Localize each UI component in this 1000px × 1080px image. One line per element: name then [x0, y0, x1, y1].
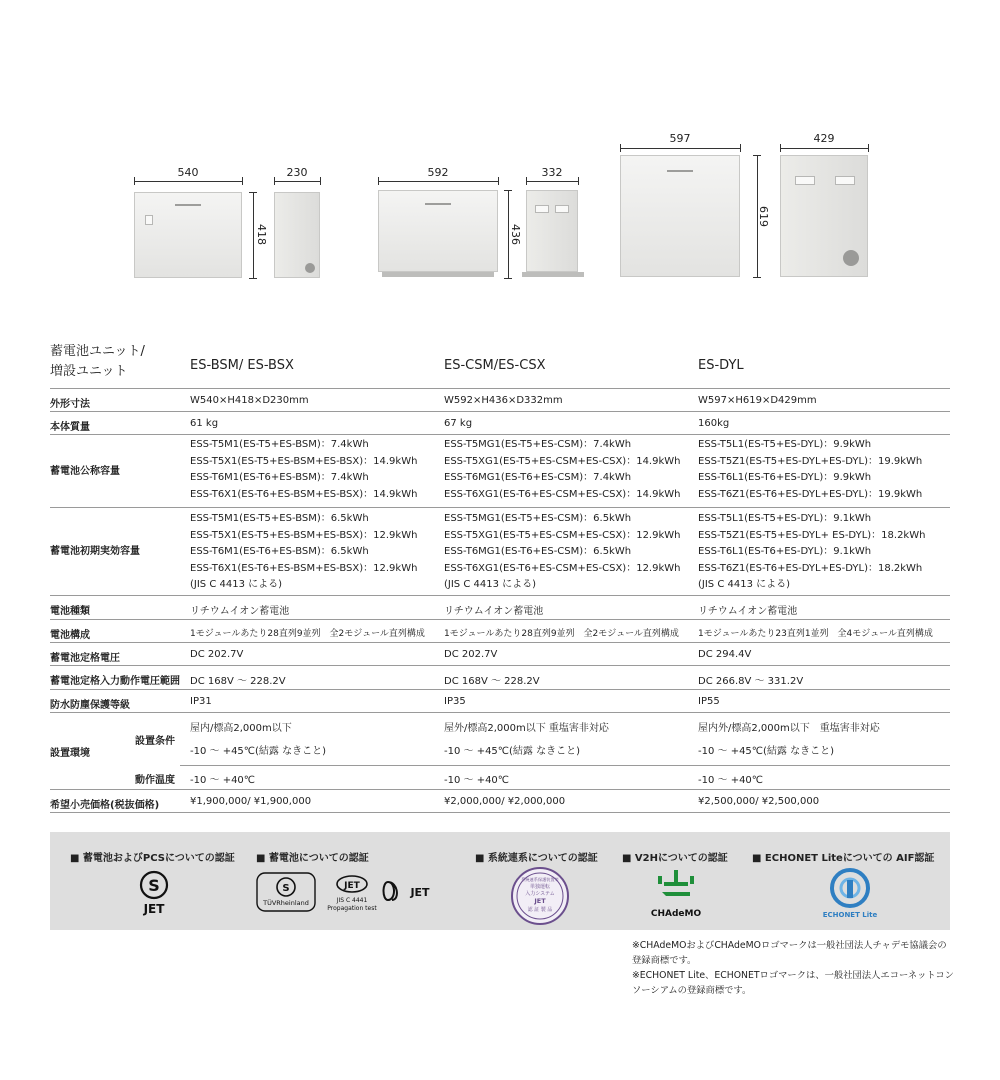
- csm-side-base: [522, 272, 584, 277]
- dim-tick: [868, 144, 869, 152]
- spec-row-capacity: [50, 435, 950, 508]
- seal-line3: 入力システム: [525, 891, 555, 897]
- row-label: 希望小売価格(税抜価格): [50, 800, 160, 811]
- cert-heading-battery: ■ 蓄電池についての認証: [256, 853, 369, 864]
- cell: ESS-T6X1(ES-T6+ES-BSM+ES-BSX)：12.9kWh: [190, 562, 418, 574]
- cell: DC 168V ～ 228.2V: [190, 676, 286, 687]
- cell: DC 202.7V: [444, 649, 498, 660]
- sub-label-condition: 設置条件: [135, 736, 175, 747]
- dim-tick: [740, 144, 741, 152]
- cell: リチウムイオン蓄電池: [444, 606, 544, 617]
- cell: ESS-T6MG1(ES-T6+ES-CSM)：6.5kWh: [444, 546, 632, 557]
- cell: ESS-T5X1(ES-T5+ES-BSM+ES-BSX)：12.9kWh: [190, 529, 418, 541]
- dim-tick: [753, 155, 761, 156]
- bsm-width-label: 540: [177, 166, 199, 179]
- csm-front-unit: [378, 190, 498, 272]
- dim-tick: [526, 177, 527, 185]
- dim-tick: [780, 144, 781, 152]
- cell: ¥2,500,000/ ¥2,500,000: [698, 796, 820, 807]
- sub-label-temperature: 動作温度: [135, 775, 175, 786]
- tuv-icon: [256, 872, 316, 912]
- cell-group: [190, 437, 417, 503]
- dim-tick: [504, 278, 512, 279]
- bsm-depth-line: [274, 181, 320, 182]
- cell: 1モジュールあたり28直列9並列 全2モジュール直列構成: [190, 629, 425, 639]
- note-chademo: ※CHAdeMOおよびCHAdeMOロゴマークは一般社団法人チャデモ協議会の登録商標です。: [632, 940, 947, 966]
- cell: -10 ～ +45℃(結露 なきこと): [698, 746, 835, 757]
- cell: IP35: [444, 696, 466, 707]
- cell: ESS-T6MG1(ES-T6+ES-CSM)：7.4kWh: [444, 472, 632, 483]
- cell: リチウムイオン蓄電池: [698, 606, 798, 617]
- cell: ESS-T6L1(ES-T6+ES-DYL)：9.9kWh: [698, 472, 872, 483]
- svg-text:S: S: [282, 883, 290, 894]
- header-label: [50, 342, 145, 382]
- cell: -10 ～ +40℃: [444, 775, 510, 786]
- dim-tick: [320, 177, 321, 185]
- cell: (JIS C 4413 による): [444, 579, 537, 590]
- cell: (JIS C 4413 による): [698, 579, 791, 590]
- spec-row-voltage: [50, 643, 950, 666]
- echonet-icon: [820, 868, 880, 920]
- s-mark-icon: [132, 870, 176, 916]
- row-label: 電池構成: [50, 630, 90, 641]
- seal-line1: 系統連系保護装置等: [521, 877, 559, 882]
- cell: -10 ～ +40℃: [698, 775, 764, 786]
- sub-divider: [180, 765, 950, 766]
- header-label-line1: 蓄電池ユニット/: [50, 344, 145, 359]
- cell-group: [444, 437, 681, 503]
- seal-line2: 単独運転: [529, 884, 551, 890]
- cell: -10 ～ +45℃(結露 なきこと): [190, 746, 327, 757]
- cell: ESS-T6XG1(ES-T6+ES-CSM+ES-CSX)：14.9kWh: [444, 488, 681, 500]
- row-label: 外形寸法: [50, 399, 90, 410]
- brand-mark: [425, 203, 451, 205]
- cell: DC 266.8V ～ 331.2V: [698, 676, 804, 687]
- seal-line5: 認 証 製 品: [527, 907, 553, 913]
- cell: リチウムイオン蓄電池: [190, 606, 290, 617]
- cell: ¥2,000,000/ ¥2,000,000: [444, 796, 566, 807]
- brand-mark: [175, 204, 201, 206]
- row-label: 電池種類: [50, 606, 90, 617]
- dyl-front-unit: [620, 155, 740, 277]
- trademark-notes: [632, 938, 954, 998]
- row-label: 防水防塵保護等級: [50, 700, 130, 711]
- dim-tick: [274, 177, 275, 185]
- spec-header-row: [50, 338, 950, 389]
- cell: DC 294.4V: [698, 649, 752, 660]
- jet2-line2-text: Propagation test: [327, 905, 377, 912]
- cell: 160kg: [698, 418, 730, 429]
- cell: ESS-T5M1(ES-T5+ES-BSM)：6.5kWh: [190, 513, 369, 524]
- cert-heading-echonet: ■ ECHONET Liteについての AIF認証: [752, 853, 935, 864]
- bsm-height-line: [253, 192, 254, 278]
- spec-row-size: [50, 389, 950, 412]
- chademo-text: CHAdeMO: [650, 909, 702, 919]
- cell: IP55: [698, 696, 720, 707]
- cell: ESS-T5XG1(ES-T5+ES-CSM+ES-CSX)：14.9kWh: [444, 455, 681, 467]
- seal-line4: JET: [534, 897, 546, 905]
- cell-group: [190, 511, 417, 594]
- row-label: 蓄電池定格入力動作電圧範囲: [50, 676, 180, 687]
- row-label: 蓄電池定格電圧: [50, 653, 120, 664]
- cell: 67 kg: [444, 418, 473, 429]
- cell: 61 kg: [190, 418, 219, 429]
- jet-icon: [320, 874, 384, 914]
- dim-tick: [578, 177, 579, 185]
- csm-depth-label: 332: [541, 166, 563, 179]
- cell: 屋内/標高2,000m以下: [190, 723, 292, 734]
- cell-group: [444, 511, 681, 594]
- cell: ESS-T5XG1(ES-T5+ES-CSM+ES-CSX)：12.9kWh: [444, 529, 681, 541]
- csm-width-line: [378, 181, 498, 182]
- connector-icon: [843, 250, 859, 266]
- cell: DC 202.7V: [190, 649, 244, 660]
- bsm-side-unit: [274, 192, 320, 278]
- cell: -10 ～ +45℃(結露 なきこと): [444, 746, 581, 757]
- spec-row-config: [50, 620, 950, 643]
- cell: ESS-T5X1(ES-T5+ES-BSM+ES-BSX)：14.9kWh: [190, 455, 418, 467]
- jet1-text: JET: [143, 902, 165, 916]
- row-label: 設置環境: [50, 748, 90, 759]
- row-label: 蓄電池初期実効容量: [50, 546, 140, 557]
- dyl-depth-label: 429: [813, 132, 835, 145]
- dyl-side-unit: [780, 155, 868, 277]
- bsm-depth-label: 230: [286, 166, 308, 179]
- row-label: 本体質量: [50, 422, 90, 433]
- csm-base: [382, 272, 494, 277]
- vent-icon: [795, 176, 815, 185]
- spec-table: [50, 338, 950, 813]
- panel-detail: [145, 215, 153, 225]
- cert-heading-grid: ■ 系統連系についての認証: [475, 853, 598, 864]
- vent-icon: [555, 205, 569, 213]
- model-dyl: ES-DYL: [698, 358, 744, 373]
- model-bsm: ES-BSM/ ES-BSX: [190, 358, 294, 373]
- echonet-text: ECHONET Lite: [822, 911, 878, 919]
- brand-mark: [667, 170, 693, 172]
- jet2-top-text: JET: [344, 881, 360, 891]
- bsm-width-line: [134, 181, 242, 182]
- dyl-depth-line: [780, 148, 868, 149]
- cell: ¥1,900,000/ ¥1,900,000: [190, 796, 312, 807]
- cert-heading-pcs: ■ 蓄電池およびPCSについての認証: [70, 853, 235, 864]
- dim-tick: [753, 277, 761, 278]
- dyl-width-label: 597: [669, 132, 691, 145]
- cell: ESS-T5L1(ES-T5+ES-DYL)：9.1kWh: [698, 513, 872, 524]
- connector-icon: [305, 263, 315, 273]
- cell: ESS-T6L1(ES-T6+ES-DYL)：9.1kWh: [698, 546, 872, 557]
- cell-group: [698, 437, 922, 503]
- spec-row-ip: [50, 690, 950, 713]
- dim-tick: [620, 144, 621, 152]
- csm-width-label: 592: [427, 166, 449, 179]
- cell: ESS-T5L1(ES-T5+ES-DYL)：9.9kWh: [698, 439, 872, 450]
- cell: -10 ～ +40℃: [190, 775, 256, 786]
- dyl-height-label: 619: [757, 206, 770, 227]
- csm-depth-line: [526, 181, 578, 182]
- cell: 屋外/標高2,000m以下 重塩害非対応: [444, 723, 609, 734]
- row-label: 蓄電池公称容量: [50, 466, 120, 477]
- cell: 屋内外/標高2,000m以下 重塩害非対応: [698, 723, 880, 734]
- cell: ESS-T6Z1(ES-T6+ES-DYL+ES-DYL)：18.2kWh: [698, 562, 923, 574]
- chademo-icon: [646, 868, 706, 920]
- cell: W597×H619×D429mm: [698, 395, 817, 406]
- cell: ESS-T5Z1(ES-T5+ES-DYL+ES-DYL)：19.9kWh: [698, 455, 923, 467]
- vent-icon: [535, 205, 549, 213]
- cell: ESS-T6M1(ES-T6+ES-BSM)：7.4kWh: [190, 472, 369, 483]
- jet-infinity-icon: [380, 876, 440, 906]
- dim-tick: [249, 192, 257, 193]
- certified-seal-icon: [510, 866, 570, 926]
- cell: 1モジュールあたり23直列1並列 全4モジュール直列構成: [698, 629, 933, 639]
- cell: ESS-T5MG1(ES-T5+ES-CSM)：6.5kWh: [444, 513, 632, 524]
- dim-tick: [498, 177, 499, 185]
- csm-height-label: 436: [509, 224, 522, 245]
- cell: DC 168V ～ 228.2V: [444, 676, 540, 687]
- spec-row-type: [50, 596, 950, 620]
- bsm-front-unit: [134, 192, 242, 278]
- spec-row-initial: [50, 508, 950, 596]
- certification-panel: [50, 832, 950, 930]
- cell-group: [698, 511, 925, 594]
- cell: ESS-T5MG1(ES-T5+ES-CSM)：7.4kWh: [444, 439, 632, 450]
- spec-row-price: [50, 790, 950, 813]
- cert-heading-v2h: ■ V2Hについての認証: [622, 853, 728, 864]
- cell: IP31: [190, 696, 212, 707]
- cell: ESS-T6M1(ES-T6+ES-BSM)：6.5kWh: [190, 546, 369, 557]
- header-label-line2: 増設ユニット: [50, 364, 128, 379]
- bsm-height-label: 418: [255, 224, 268, 245]
- dim-tick: [134, 177, 135, 185]
- vent-icon: [835, 176, 855, 185]
- cell: ESS-T6XG1(ES-T6+ES-CSM+ES-CSX)：12.9kWh: [444, 562, 681, 574]
- cell: 1モジュールあたり28直列9並列 全2モジュール直列構成: [444, 629, 679, 639]
- jet3-text: JET: [410, 886, 430, 899]
- note-echonet: ※ECHONET Lite、ECHONETロゴマークは、一般社団法人エコーネットコンソーシアムの登録商標です。: [632, 970, 954, 996]
- spec-row-mass: [50, 412, 950, 435]
- cell: ESS-T6X1(ES-T6+ES-BSM+ES-BSX)：14.9kWh: [190, 488, 418, 500]
- spec-row-environment: [50, 713, 950, 790]
- cell: (JIS C 4413 による): [190, 579, 283, 590]
- cell: ESS-T5Z1(ES-T5+ES-DYL+ ES-DYL)：18.2kWh: [698, 529, 926, 541]
- spec-row-range: [50, 666, 950, 690]
- csm-side-unit: [526, 190, 578, 272]
- cell: ESS-T5M1(ES-T5+ES-BSM)：7.4kWh: [190, 439, 369, 450]
- svg-text:S: S: [148, 876, 160, 895]
- jet2-line1-text: JIS C 4441: [336, 897, 368, 904]
- dim-tick: [242, 177, 243, 185]
- dyl-width-line: [620, 148, 740, 149]
- dim-tick: [378, 177, 379, 185]
- cell: ESS-T6Z1(ES-T6+ES-DYL+ES-DYL)：19.9kWh: [698, 488, 923, 500]
- tuv-text: TÜVRheinland: [263, 899, 309, 907]
- cell: W540×H418×D230mm: [190, 395, 309, 406]
- cell: W592×H436×D332mm: [444, 395, 563, 406]
- model-csm: ES-CSM/ES-CSX: [444, 358, 546, 373]
- dim-tick: [504, 190, 512, 191]
- dim-tick: [249, 278, 257, 279]
